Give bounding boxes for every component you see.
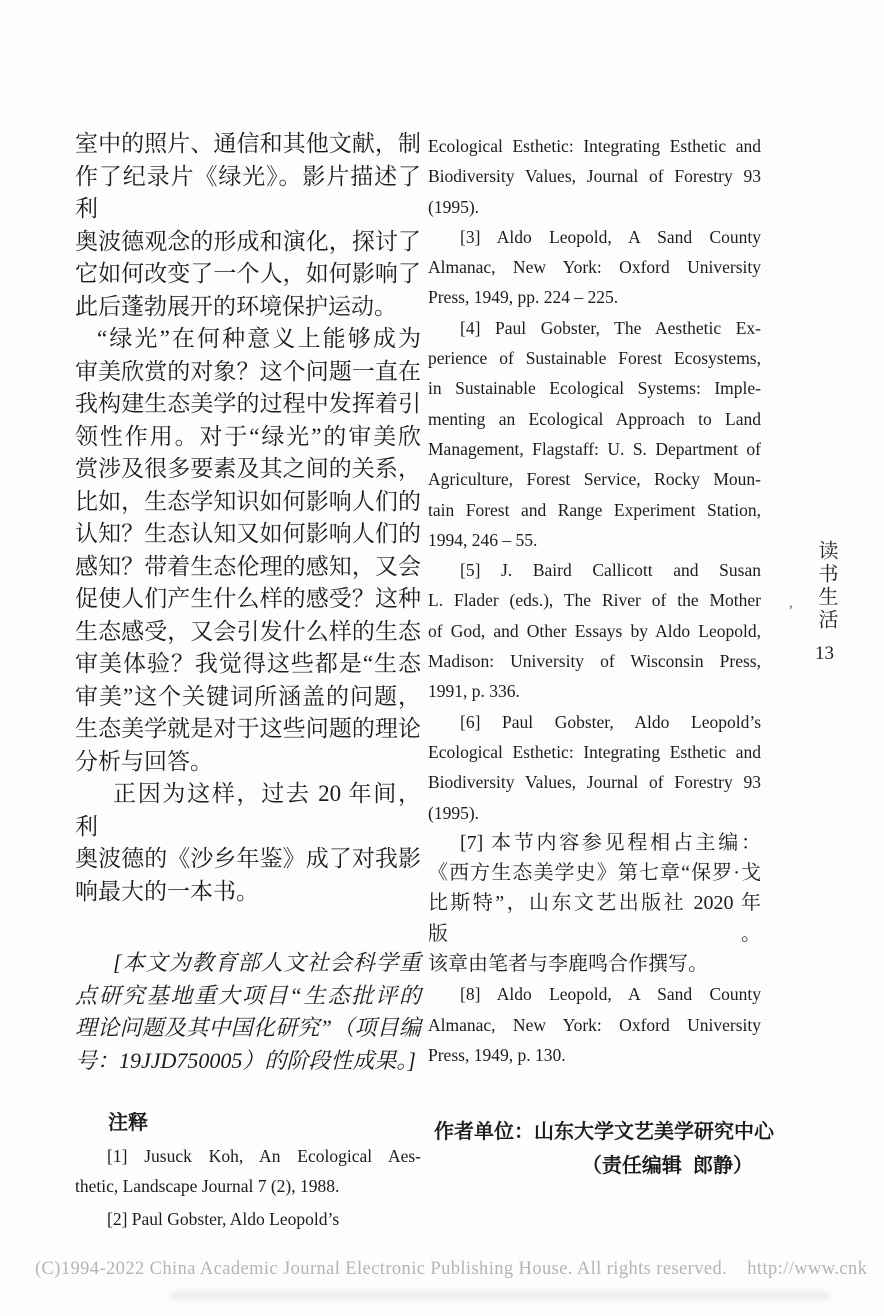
text-line: 响最大的一本书。 (75, 878, 259, 904)
body-paragraph (75, 323, 421, 778)
reference-item-3 (428, 222, 761, 313)
text-line: Biodiversity Values, Journal of Forestry 93 (428, 166, 761, 187)
text-line: Madison: University of Wisconsin Press, (428, 651, 761, 672)
text-line: thetic, Landscape Journal 7 (2), 1988. (75, 1176, 340, 1196)
text-line: menting an Ecological Approach to Land (428, 408, 761, 429)
journal-section-label: 读书生活 (815, 540, 837, 632)
text-line: L. Flader (eds.), The River of the Mother (428, 590, 761, 611)
text-line: 奥波德的《沙乡年鉴》成了对我影 (75, 846, 421, 871)
author-affiliation: 作者单位：山东大学文艺美学研究中心 (434, 1121, 774, 1144)
text-line: 它如何改变了一个人，如何影响了 (75, 261, 421, 286)
text-line: 点研究基地重大项目“生态批评的 (75, 982, 421, 1008)
text-line: Ecological Esthetic: Integrating Esthetic and (428, 136, 761, 156)
text-line: 领性作用。对于“绿光”的审美欣 (75, 423, 421, 449)
text-line: 1994, 246 – 55. (428, 529, 538, 550)
body-paragraph (75, 778, 421, 908)
reference-item-4 (428, 313, 761, 555)
right-column (428, 131, 774, 1180)
text-line: tain Forest and Range Experiment Station, (428, 499, 761, 520)
text-line: Management, Flagstaff: U. S. Department of (428, 438, 761, 459)
text-line: 此后蓬勃展开的环境保护运动。 (75, 293, 397, 319)
text-line: Ecological Esthetic: Integrating Esthetic and (428, 741, 761, 762)
text-line: [3] Aldo Leopold, A Sand County (460, 226, 761, 247)
text-line: [1] Jusuck Koh, An Ecological Aes- (107, 1146, 421, 1166)
text-line: Almanac, New York: Oxford University (428, 257, 761, 278)
text-line: in Sustainable Ecological Systems: Imple- (428, 378, 761, 399)
text-line: 该章由笔者与李鹿鸣合作撰写。 (428, 953, 708, 976)
text-line: Almanac, New York: Oxford University (428, 1014, 761, 1035)
reference-item-7 (428, 828, 761, 979)
text-line: 促使人们产生什么样的感受？这种 (75, 586, 421, 611)
text-line: 审美”这个关键词所涵盖的问题， (75, 683, 421, 709)
text-line: 赏涉及很多要素及其之间的关系， (75, 456, 421, 481)
text-line: 审美欣赏的对象？这个问题一直在 (75, 358, 421, 384)
text-line: 我构建生态美学的过程中发挥着引 (75, 391, 421, 416)
reference-item-2 (75, 1204, 421, 1234)
reference-item-6 (428, 707, 761, 828)
text-line: 比如，生态学知识如何影响人们的 (75, 488, 421, 514)
text-line: 分析与回答。 (75, 748, 213, 774)
page-number: 13 (815, 643, 834, 664)
scan-stray-mark: , (789, 595, 793, 611)
text-line: 1991, p. 336. (428, 681, 520, 702)
editor-credit: （责任编辑 郎静） (581, 1155, 753, 1178)
notes-heading: 注释 (108, 1112, 148, 1134)
text-line: perience of Sustainable Forest Ecosystems, (428, 348, 761, 369)
text-line: 比斯特”，山东文艺出版社 2020 年版。 (428, 892, 761, 945)
text-line: [7] 本节内容参见程相占主编： (460, 831, 761, 854)
funding-note (75, 947, 421, 1077)
body-paragraph-continued (75, 128, 421, 323)
text-line: (1995). (428, 196, 480, 217)
reference-item-1 (75, 1141, 421, 1201)
left-column (75, 128, 421, 1234)
text-line: 室中的照片、通信和其他文献，制 (75, 131, 421, 156)
text-line: [8] Aldo Leopold, A Sand County (460, 984, 761, 1005)
text-line: Biodiversity Values, Journal of Forestry 93 (428, 772, 761, 793)
text-line: Press, 1949, pp. 224 – 225. (428, 287, 619, 308)
text-line: 认知？生态认知又如何影响人们的 (75, 521, 421, 546)
text-line: 正因为这样，过去 20 年间，利 (75, 781, 421, 839)
text-line: Agriculture, Forest Service, Rocky Moun- (428, 469, 761, 490)
text-line: 《西方生态美学史》第七章“保罗·戈 (428, 862, 761, 885)
reference-item-5 (428, 555, 761, 706)
text-line: 审美体验？我觉得这些都是“生态 (75, 651, 421, 676)
text-line: “绿光”在何种意义上能够成为 (97, 326, 421, 351)
text-line: [本文为教育部人文社会科学重 (113, 950, 421, 975)
reference-item-8 (428, 979, 761, 1070)
text-line: 号：19JJD750005）的阶段性成果。] (75, 1047, 416, 1073)
text-line: 理论问题及其中国化研究”（项目编 (75, 1015, 421, 1040)
text-line: [5] J. Baird Callicott and Susan (460, 560, 761, 581)
reference-item-2-continued (428, 131, 761, 222)
text-line: (1995). (428, 802, 480, 823)
copyright-footer: (C)1994-2022 China Academic Journal Electronic Publishing House. All rights reserved. http://www.cnk (35, 1259, 868, 1279)
text-line: 奥波德观念的形成和演化，探讨了 (75, 228, 421, 254)
text-line: of God, and Other Essays by Aldo Leopold, (428, 620, 761, 641)
text-line: [4] Paul Gobster, The Aesthetic Ex- (460, 317, 761, 338)
text-line: 作了纪录片《绿光》。影片描述了利 (75, 163, 421, 221)
text-line: 感知？带着生态伦理的感知，又会 (75, 553, 421, 579)
scan-smudge (170, 1292, 830, 1299)
text-line: 生态感受，又会引发什么样的生态 (75, 618, 421, 644)
text-line: 生态美学就是对于这些问题的理论 (75, 716, 421, 741)
text-line: Press, 1949, p. 130. (428, 1044, 566, 1065)
text-line: [2] Paul Gobster, Aldo Leopold’s (107, 1209, 340, 1229)
text-line: [6] Paul Gobster, Aldo Leopold’s (460, 711, 761, 732)
